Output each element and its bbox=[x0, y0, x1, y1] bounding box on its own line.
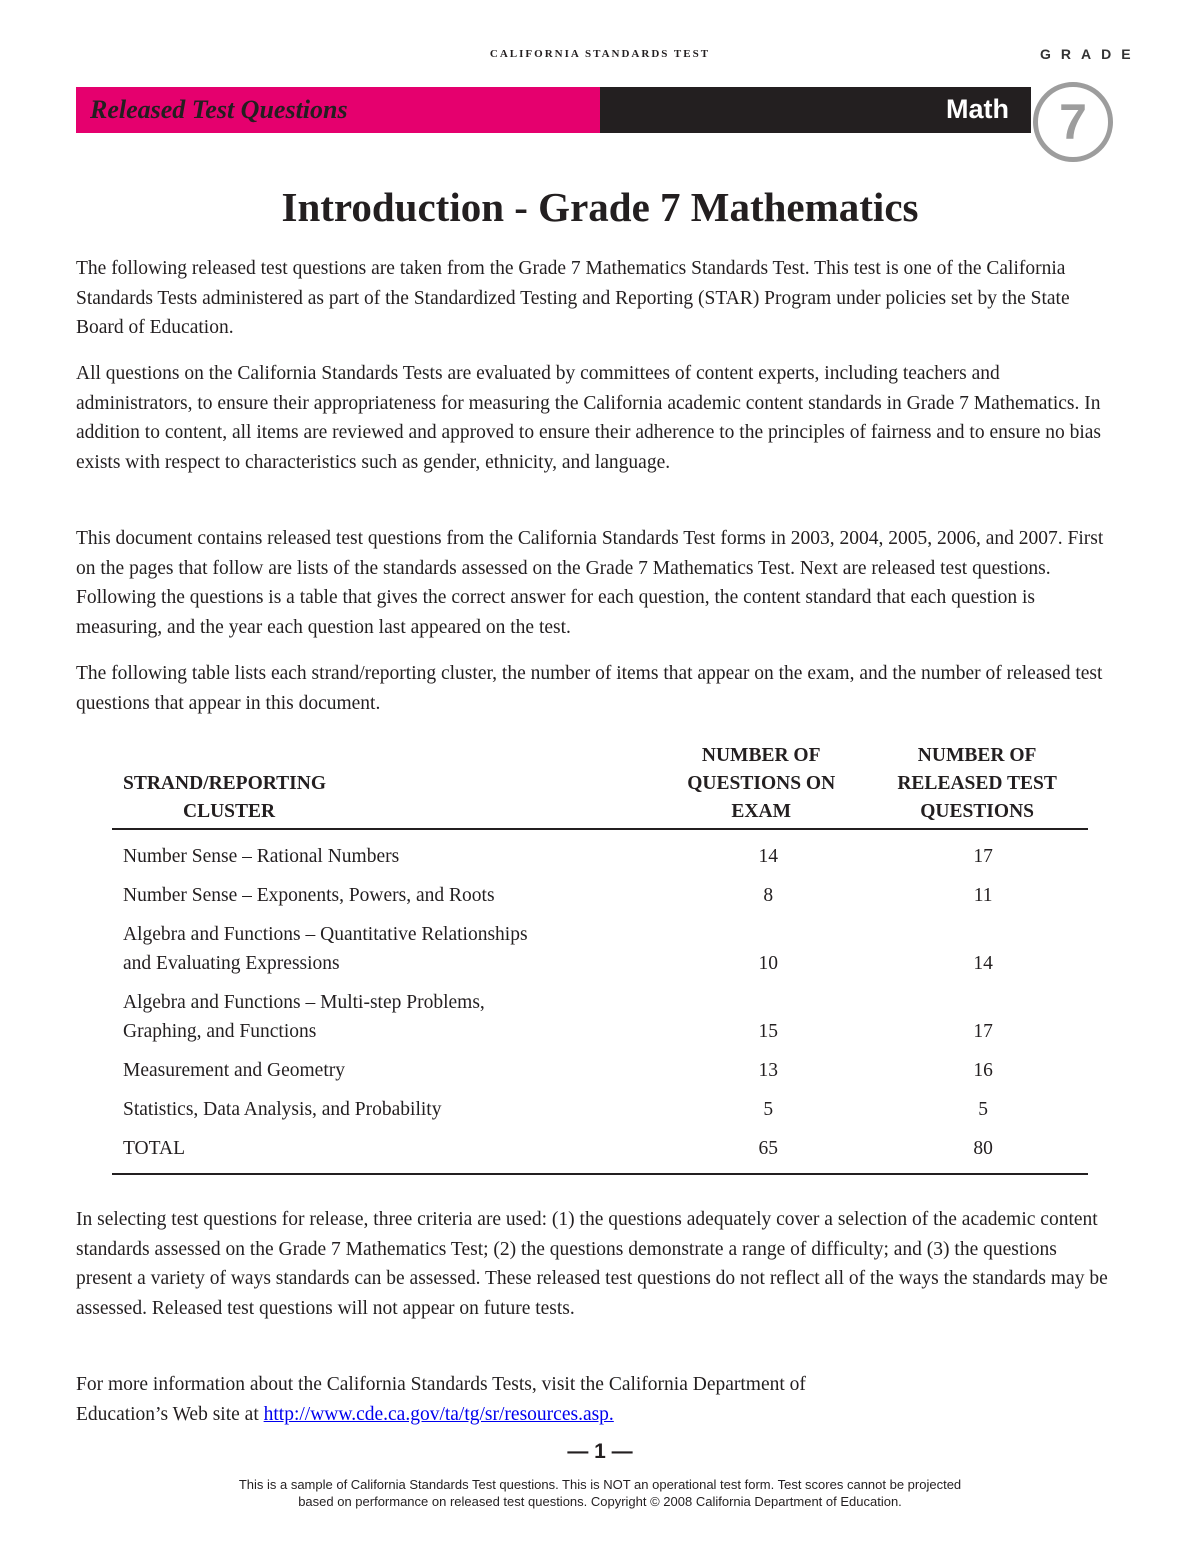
footer-line-2: based on performance on released test questions. Copyright © 2008 California Department of Education. bbox=[298, 1494, 902, 1509]
exam-count-cell: 15 bbox=[758, 1021, 778, 1042]
exam-count-cell: 10 bbox=[758, 953, 778, 974]
column-header-released-line3: QUESTIONS bbox=[920, 801, 1034, 822]
banner-left bbox=[76, 87, 600, 133]
selection-criteria-paragraph: In selecting test questions for release, three criteria are used: (1) the questions adequately cover a selection of the academic content standards assessed on the Grade 7 Mathematics Test; (2) the questions demonstrate a range of difficulty; and (3) the questions present a variety of ways standards can be assessed. These released test questions do not reflect all of the ways the standards may be assessed. Released test questions will not appear on future tests. bbox=[76, 1209, 1108, 1319]
table-row bbox=[112, 1046, 1088, 1085]
intro-paragraph-1: The following released test questions are taken from the Grade 7 Mathematics Standards Test. This test is one of the California Standards Tests administered as part of the Standardized Testing and Reporting (STAR) Program under policies set by the State Board of Education. bbox=[76, 258, 1070, 338]
more-info-line-2-prefix: Education’s Web site at bbox=[76, 1403, 264, 1425]
copyright-footer bbox=[0, 1476, 1200, 1510]
column-header-cluster-line1: STRAND/REPORTING bbox=[123, 773, 327, 794]
banner-right bbox=[600, 87, 1031, 133]
column-header-released-line1: NUMBER OF bbox=[917, 745, 1037, 766]
table-row bbox=[112, 829, 1088, 871]
more-info-paragraph bbox=[76, 1370, 1116, 1429]
column-header-released bbox=[866, 742, 1088, 829]
running-header bbox=[0, 48, 1200, 68]
cde-website-link[interactable]: http://www.cde.ca.gov/ta/tg/sr/resources.asp. bbox=[263, 1403, 614, 1425]
banner-left-label: Released Test Questions bbox=[90, 95, 348, 124]
cluster-cell bbox=[112, 910, 656, 978]
cluster-line-2: and Evaluating Expressions bbox=[123, 953, 340, 974]
cluster-line-2: Graphing, and Functions bbox=[123, 1021, 317, 1042]
column-header-released-line2: RELEASED TEST bbox=[897, 773, 1057, 794]
exam-count-cell: 14 bbox=[758, 846, 778, 867]
page-number: — 1 — bbox=[567, 1440, 633, 1463]
cluster-cell: Statistics, Data Analysis, and Probability bbox=[123, 1099, 442, 1120]
column-header-exam-line3: EXAM bbox=[731, 801, 791, 822]
exam-count-cell: 8 bbox=[763, 885, 774, 906]
cluster-cell: Number Sense – Exponents, Powers, and Roots bbox=[123, 885, 495, 906]
grade-label: GRADE bbox=[1040, 46, 1141, 62]
released-count-cell: 5 bbox=[978, 1099, 988, 1120]
table-total-row bbox=[112, 1124, 1088, 1174]
intro-paragraph-3: This document contains released test questions from the California Standards Test forms in 2003, 2004, 2005, 2006, and 2007. First on the pages that follow are lists of the standards assessed on the Grade 7 Mathematics Test. Next are released test questions. Following the questions is a table that gives the correct answer for each question, the content standard that each question is measuring, and the year each question last appeared on the test. bbox=[76, 528, 1104, 638]
total-label-cell: TOTAL bbox=[112, 1124, 656, 1174]
column-header-cluster bbox=[112, 742, 656, 829]
strand-table bbox=[112, 742, 1088, 1175]
section-banner bbox=[76, 87, 1031, 133]
table-row bbox=[112, 978, 1088, 1046]
grade-number-badge: 7 bbox=[1033, 82, 1113, 162]
released-total-cell: 80 bbox=[866, 1124, 1088, 1174]
subject-label: Math bbox=[946, 94, 1009, 124]
table-row bbox=[112, 1085, 1088, 1124]
released-count-cell: 11 bbox=[973, 885, 993, 906]
cluster-line-1: Algebra and Functions – Quantitative Relationships bbox=[123, 924, 528, 945]
footer-line-1: This is a sample of California Standards Test questions. This is NOT an operational test form. Test scores cannot be projected bbox=[238, 1477, 962, 1492]
column-header-exam-line2: QUESTIONS ON bbox=[687, 773, 836, 794]
exam-count-cell: 13 bbox=[758, 1060, 778, 1081]
column-header-exam bbox=[656, 742, 866, 829]
table-header-row bbox=[112, 742, 1088, 829]
cluster-cell: Number Sense – Rational Numbers bbox=[123, 846, 400, 867]
exam-count-cell: 5 bbox=[763, 1099, 774, 1120]
cluster-line-1: Algebra and Functions – Multi-step Problems, bbox=[123, 992, 485, 1013]
intro-paragraph-2: All questions on the California Standards Tests are evaluated by committees of content experts, including teachers and administrators, to ensure their appropriateness for measuring the California academic content standards in Grade 7 Mathematics. In addition to content, all items are reviewed and approved to ensure their adherence to the principles of fairness and to ensure no bias exists with respect to characteristics such as gender, ethnicity, and language. bbox=[76, 363, 1102, 473]
intro-paragraph-4: The following table lists each strand/reporting cluster, the number of items that appear on the exam, and the number of released test questions that appear in this document. bbox=[76, 663, 1103, 714]
more-info-line-1: For more information about the California Standards Tests, visit the California Department of bbox=[76, 1374, 806, 1395]
released-count-cell: 14 bbox=[973, 953, 993, 974]
cluster-cell: Measurement and Geometry bbox=[123, 1060, 346, 1081]
released-count-cell: 17 bbox=[973, 1021, 993, 1042]
cluster-cell bbox=[112, 978, 656, 1046]
table-row bbox=[112, 910, 1088, 978]
column-header-exam-line1: NUMBER OF bbox=[701, 745, 821, 766]
released-count-cell: 16 bbox=[973, 1060, 993, 1081]
test-title: CALIFORNIA STANDARDS TEST bbox=[489, 48, 711, 60]
page-title: Introduction - Grade 7 Mathematics bbox=[281, 184, 919, 230]
exam-total-cell: 65 bbox=[656, 1124, 866, 1174]
column-header-cluster-line2: CLUSTER bbox=[183, 801, 276, 822]
table-row bbox=[112, 871, 1088, 910]
released-count-cell: 17 bbox=[973, 846, 993, 867]
